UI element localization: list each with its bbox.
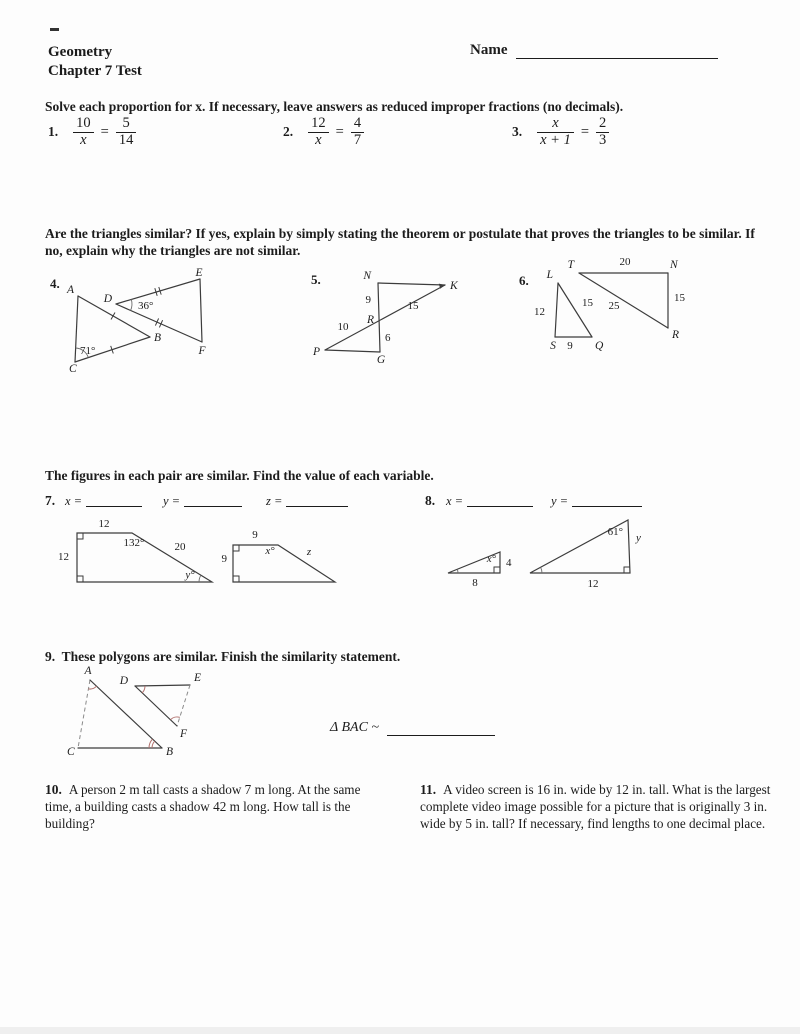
problem-1-left-fraction — [73, 116, 94, 148]
vertex-label-b: B — [166, 746, 174, 758]
vertex-label-g: G — [376, 354, 386, 366]
fraction-numerator: 4 — [353, 115, 362, 131]
similarity-statement — [330, 720, 495, 736]
problem-11-text: A video screen is 16 in. wide by 12 in. tall. What is the largest complete video image possible for a picture that is originally 3 in. wide by 5 in. tall? If necessary, find lengths to one decimal place. — [420, 782, 771, 831]
fraction-denominator: 7 — [351, 132, 364, 149]
vertex-label-r: R — [672, 329, 680, 341]
corner-mark — [50, 28, 59, 31]
equals-sign: = — [100, 123, 109, 140]
triangle-abc-outline — [78, 680, 162, 748]
name-line — [516, 42, 719, 59]
figure-9-diagram — [55, 663, 215, 760]
angle-label-71: 71° — [80, 345, 96, 357]
side-label-nr: 9 — [365, 294, 371, 306]
problem-7-number: 7. — [45, 493, 56, 508]
vertex-label-f: F — [198, 345, 206, 357]
vertex-label-d: D — [103, 293, 112, 305]
triangle-lsq-outline — [555, 283, 592, 337]
triangle-def-outline — [135, 685, 190, 726]
fraction-numerator: x — [552, 115, 559, 131]
similarity-instruction-line1: Are the triangles similar? If yes, explain by simply stating the theorem or postulate that proves the triangles to be similar. If — [45, 226, 755, 241]
problem-7-x-label: x = — [65, 494, 83, 508]
side-label-rk: 15 — [407, 300, 419, 312]
problem-2-number: 2. — [283, 124, 294, 140]
problem-8-x-label: x = — [446, 494, 464, 508]
side-label-lq: 15 — [582, 297, 593, 309]
vertex-label-s: S — [550, 340, 556, 352]
test-title: Chapter 7 Test — [48, 63, 142, 79]
vertex-label-e: E — [195, 267, 203, 279]
fraction-denominator: x — [73, 132, 94, 149]
angle-label-y: y° — [185, 569, 195, 581]
vertex-label-e: E — [194, 672, 202, 684]
vertex-label-n: N — [363, 270, 371, 282]
variables-instruction: The figures in each pair are similar. Find the value of each variable. — [45, 468, 434, 483]
vertex-label-b: B — [154, 332, 162, 344]
small-trapezoid-outline — [233, 545, 335, 582]
proportions-instruction: Solve each proportion for x. If necessary, leave answers as reduced improper fractions (no decimals). — [45, 99, 624, 114]
problem-1-right-fraction — [116, 116, 137, 148]
fraction-denominator: x — [308, 132, 329, 149]
problem-1-number: 1. — [48, 124, 59, 140]
vertex-label-d: D — [119, 675, 128, 687]
side-label-left-12: 12 — [58, 551, 69, 563]
side-label-base-8: 8 — [472, 577, 478, 589]
problem-8-x-blank — [467, 493, 533, 507]
vertex-label-a: A — [66, 284, 74, 296]
fraction-numerator: 2 — [599, 115, 607, 131]
problem-7-z-label: z = — [266, 494, 283, 508]
problem-11-number: 11. — [420, 782, 437, 797]
similarity-instruction-line2: no, explain why the triangles are not similar. — [45, 243, 301, 258]
problem-2-right-fraction — [351, 116, 364, 148]
angle-label-36: 36° — [138, 300, 154, 312]
figure-4-diagram — [40, 266, 225, 374]
side-label-base-12: 12 — [587, 578, 599, 590]
equals-sign: = — [335, 123, 344, 140]
vertex-label-q: Q — [595, 340, 604, 352]
vertex-label-c: C — [67, 746, 75, 758]
side-label-pr: 10 — [337, 321, 349, 333]
scan-edge-strip — [0, 1027, 800, 1034]
fraction-denominator: x + 1 — [537, 132, 574, 149]
side-label-slant-20: 20 — [174, 541, 186, 553]
side-label-small-left-9: 9 — [221, 553, 227, 565]
fraction-denominator: 14 — [116, 132, 137, 149]
side-label-y: y — [636, 532, 641, 544]
problem-11 — [420, 782, 778, 832]
side-label-top-12: 12 — [98, 518, 110, 530]
similarity-statement-blank — [387, 720, 495, 736]
equals-sign: = — [580, 123, 590, 140]
vertex-label-l: L — [546, 269, 553, 281]
similarity-statement-label: Δ BAC ~ — [330, 720, 379, 735]
side-label-rg: 6 — [385, 332, 391, 344]
fraction-denominator: 3 — [596, 132, 609, 149]
problem-9-number: 9. — [45, 649, 56, 664]
problem-10-text: A person 2 m tall casts a shadow 7 m long. At the same time, a building casts a shadow 42 m long. How tall is the building? — [45, 782, 361, 831]
problem-9-instruction: These polygons are similar. Finish the similarity statement. — [61, 649, 401, 664]
problem-8-y-label: y = — [551, 494, 569, 508]
angle-label-61: 61° — [607, 526, 623, 538]
figure-8-diagram — [435, 510, 670, 592]
side-label-small-top-9: 9 — [252, 529, 258, 541]
vertex-label-k: K — [450, 280, 458, 292]
course-title: Geometry — [48, 44, 113, 60]
problem-2-left-fraction — [308, 116, 329, 148]
problem-10-number: 10. — [45, 782, 62, 797]
vertex-label-p: P — [313, 346, 321, 358]
side-label-z: z — [306, 546, 312, 558]
angle-label-x: x° — [486, 553, 496, 565]
problem-2 — [283, 116, 364, 148]
problem-7-y-blank — [184, 493, 242, 507]
fraction-numerator: 12 — [311, 115, 326, 131]
fraction-numerator: 10 — [76, 115, 91, 131]
problem-10 — [45, 782, 372, 832]
angle-label-x: x° — [265, 545, 275, 557]
figure-5-diagram — [305, 262, 460, 364]
problem-1 — [48, 116, 136, 148]
vertex-label-r: R — [366, 314, 374, 326]
fraction-numerator: 5 — [122, 115, 130, 131]
side-label-nr: 15 — [674, 292, 685, 304]
vertex-label-t: T — [567, 259, 574, 271]
problem-8-number: 8. — [425, 493, 436, 508]
side-label-tn: 20 — [619, 256, 631, 268]
figure-7-diagram — [50, 514, 360, 594]
problem-3-number: 3. — [512, 124, 523, 140]
figure-4-number: 4. — [50, 276, 60, 291]
side-label-height-4: 4 — [506, 557, 512, 569]
problem-8-y-blank — [572, 493, 642, 507]
name-field — [470, 42, 718, 59]
problem-3 — [512, 116, 609, 148]
vertex-label-a: A — [84, 665, 92, 677]
side-label-sq: 9 — [567, 340, 573, 352]
name-label: Name — [470, 42, 508, 58]
side-label-tr: 25 — [608, 300, 620, 312]
figure-6-number: 6. — [519, 273, 529, 288]
vertex-label-f: F — [180, 728, 188, 740]
figure-5-number: 5. — [311, 272, 321, 287]
problem-7-z-blank — [286, 493, 348, 507]
vertex-label-c: C — [69, 363, 77, 375]
figure-6-diagram — [515, 251, 690, 363]
problem-7-y-label: y = — [163, 494, 181, 508]
problem-3-left-fraction — [537, 116, 574, 148]
angle-label-132: 132° — [123, 537, 145, 549]
side-label-ls: 12 — [534, 306, 545, 318]
vertex-label-n: N — [670, 259, 678, 271]
problem-7-x-blank — [86, 493, 142, 507]
problem-3-right-fraction — [596, 116, 609, 148]
